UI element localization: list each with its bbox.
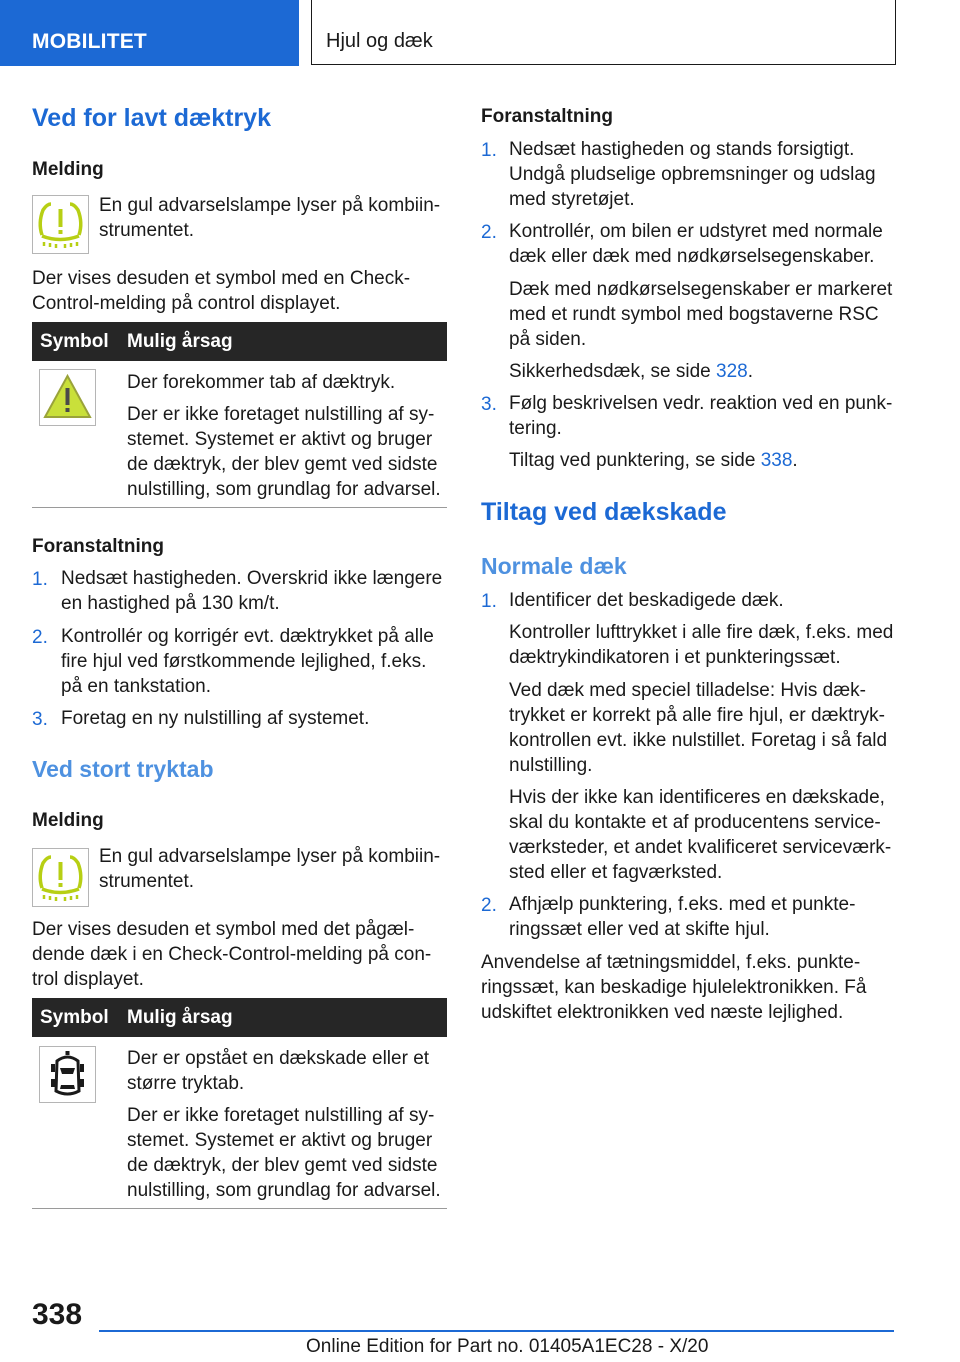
closing-text-2: ringssæt, kan beskadige hjulelektronikken. Få [481,977,867,998]
cross-reference [509,448,798,473]
step-text: skal du kontakte et af producentens service- [509,812,881,833]
desc-text-1: Der vises desuden et symbol med det pågæl- [32,919,415,940]
step-text: ringssæt eller ved at skifte hjul. [509,919,770,940]
edition-footer: Online Edition for Part no. 01405A1EC28 - X/20 [306,1336,709,1357]
action-label: Foranstaltning [481,106,613,127]
col-symbol: Symbol [40,1007,109,1028]
table-cell-text: Der forekommer tab af dæktryk. [127,372,396,393]
col-cause: Mulig årsag [127,331,233,352]
table-header [32,998,447,1037]
ref-end: . [747,361,753,382]
section-heading-large-loss: Ved stort tryktab [32,756,214,782]
table-cell-text: større tryktab. [127,1073,245,1094]
desc-text-1: Der vises desuden et symbol med en Check- [32,268,411,289]
step-text: Nedsæt hastigheden og stands forsigtigt. [509,139,855,160]
step-text: Kontroller lufttrykket i alle fire dæk, f.eks. med [509,622,894,643]
footer-divider [99,1330,894,1332]
step-text: tering. [509,418,562,439]
step-text: på siden. [509,329,587,350]
message-text-2: strumentet. [99,220,195,241]
ref-text: Sikkerhedsdæk, se side [509,361,716,382]
desc-text-3: trol displayet. [32,969,144,990]
step-number: 2. [32,627,48,648]
step-number: 3. [481,394,497,415]
closing-text-3: udskiftet elektronikken ved næste lejlighed. [481,1002,844,1023]
closing-text-1: Anvendelse af tætningsmiddel, f.eks. punkte- [481,952,861,973]
chapter-header [311,0,896,65]
step-number: 2. [481,222,497,243]
ref-end: . [792,450,798,471]
table-divider [32,507,447,508]
step-text: med styretøjet. [509,189,635,210]
step-text: nulstilling. [509,755,593,776]
tire-pressure-warning-icon [32,848,89,907]
step-text: Afhjælp punktering, f.eks. med et punkte- [509,894,856,915]
message-label: Melding [32,159,104,180]
page-number: 338 [32,1298,83,1331]
table-header [32,322,447,361]
step-text: Kontrollér, om bilen er udstyret med normale [509,221,883,242]
table-cell-text: de dæktryk, der blev gemt ved sidste [127,1155,438,1176]
step-text: en hastighed på 130 km/t. [61,593,280,614]
step-text: kontrollen evt. ikke nulstillet. Foretag i så fald [509,730,888,751]
ref-text: Tiltag ved punktering, se side [509,450,761,471]
page-link-328[interactable]: 328 [716,361,748,382]
step-text: Ved dæk med speciel tilladelse: Hvis dæk- [509,680,866,701]
step-text: Identificer det beskadigede dæk. [509,590,784,611]
message-label: Melding [32,810,104,831]
step-text: Nedsæt hastigheden. Overskrid ikke længere [61,568,443,589]
col-cause: Mulig årsag [127,1007,233,1028]
section-heading-low-pressure: Ved for lavt dæktryk [32,104,271,132]
section-tab [0,0,299,66]
step-text: Foretag en ny nulstilling af systemet. [61,708,370,729]
step-text: værksteder, et andet kvalificeret serviceværk- [509,837,892,858]
step-number: 2. [481,895,497,916]
step-text: dæktrykindikatoren i et punkteringssæt. [509,647,841,668]
step-text: med et rundt symbol med bogstaverne RSC [509,304,879,325]
table-cell-text: Der er ikke foretaget nulstilling af sy- [127,404,435,425]
warning-triangle-icon [39,369,96,426]
step-number: 1. [32,569,48,590]
action-label: Foranstaltning [32,536,164,557]
desc-text-2: Control-melding på control displayet. [32,293,341,314]
step-text: fire hjul ved førstkommende lejlighed, f.eks. [61,651,427,672]
step-text: trykket er korrekt på alle fire hjul, er dæktryk- [509,705,885,726]
car-tire-damage-icon [39,1046,96,1103]
step-text: Dæk med nødkørselsegenskaber er markeret [509,279,893,300]
chapter-title: Hjul og dæk [326,30,433,52]
message-text-1: En gul advarselslampe lyser på kombiin- [99,195,441,216]
table-cell-text: de dæktryk, der blev gemt ved sidste [127,454,438,475]
table-cell-text: stemet. Systemet er aktivt og bruger [127,429,433,450]
section-title: MOBILITET [32,30,147,53]
table-divider [32,1208,447,1209]
cross-reference [509,359,753,384]
step-text: dæk eller dæk med nødkørselsegenskaber. [509,246,875,267]
step-number: 1. [481,591,497,612]
step-text: Følg beskrivelsen vedr. reaktion ved en punk- [509,393,893,414]
table-cell-text: Der er opstået en dækskade eller et [127,1048,430,1069]
table-cell-text: stemet. Systemet er aktivt og bruger [127,1130,433,1151]
tire-pressure-warning-icon [32,195,89,254]
page-link-338[interactable]: 338 [760,450,793,471]
step-text: på en tankstation. [61,676,211,697]
step-text: sted eller et fagværksted. [509,862,723,883]
col-symbol: Symbol [40,331,109,352]
section-heading-tire-damage: Tiltag ved dækskade [481,498,727,526]
step-number: 3. [32,709,48,730]
table-cell-text: nulstilling, som grundlag for advarsel. [127,1180,441,1201]
subheading-normal-tires: Normale dæk [481,553,627,579]
message-text-1: En gul advarselslampe lyser på kombiin- [99,846,441,867]
step-text: Hvis der ikke kan identificeres en dækskade, [509,787,885,808]
table-cell-text: nulstilling, som grundlag for advarsel. [127,479,441,500]
step-number: 1. [481,140,497,161]
step-text: Undgå pludselige opbremsninger og udslag [509,164,876,185]
table-cell-text: Der er ikke foretaget nulstilling af sy- [127,1105,435,1126]
desc-text-2: dende dæk i en Check-Control-melding på con- [32,944,432,965]
message-text-2: strumentet. [99,871,195,892]
step-text: Kontrollér og korrigér evt. dæktrykket på alle [61,626,434,647]
